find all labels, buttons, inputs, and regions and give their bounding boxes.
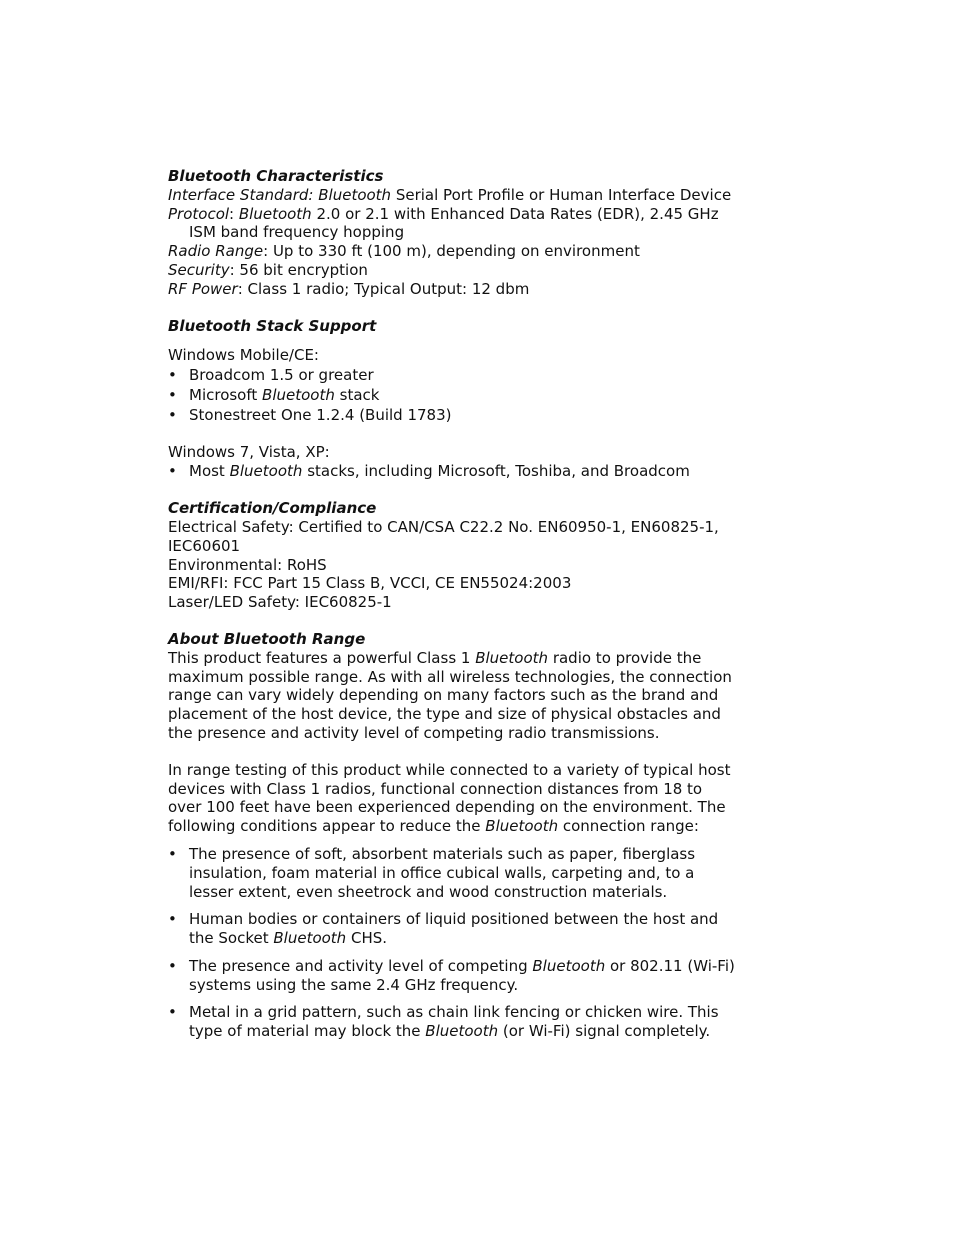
interface-value: Serial Port Profile or Human Interface Device <box>391 185 732 204</box>
paragraph-bt: Bluetooth <box>475 648 549 667</box>
range-conditions-list <box>168 845 738 1041</box>
protocol-bt: Bluetooth <box>238 204 312 223</box>
paragraph-bt: Bluetooth <box>485 817 559 836</box>
list-item <box>168 462 738 481</box>
list-item-text: The presence and activity level of competing <box>189 956 533 975</box>
list-item-text: CHS. <box>346 929 388 948</box>
electrical-safety-line: Electrical Safety: Certified to CAN/CSA C22.2 No. EN60950-1, EN60825-1, IEC60601 <box>168 517 719 555</box>
list-item-text: stack <box>334 385 380 404</box>
interface-label: Interface Standard: Bluetooth <box>168 185 392 204</box>
environmental-line: Environmental: RoHS <box>168 555 327 574</box>
list-item <box>168 386 738 405</box>
windows-desktop-label: Windows 7, Vista, XP: <box>168 442 330 461</box>
list-item-text: The presence of soft, absorbent materials such as paper, fiberglass insulation, foam material in office cubical walls, carpeting and, to a lesser extent, even sheetrock and wood construction materials. <box>189 844 696 901</box>
rf-label: RF Power <box>168 279 238 298</box>
list-item <box>168 845 738 901</box>
list-item <box>168 957 738 995</box>
protocol-line <box>168 205 738 243</box>
range-paragraph-1 <box>168 649 738 743</box>
radio-range-line <box>168 242 738 261</box>
rf-power-line <box>168 280 738 299</box>
list-item-bt: Bluetooth <box>532 956 606 975</box>
list-item-text: Most <box>189 462 230 481</box>
protocol-value: 2.0 or 2.1 with Enhanced Data Rates (EDR), 2.45 GHz ISM band frequency hopping <box>189 204 719 242</box>
protocol-sep: : <box>229 204 239 223</box>
paragraph-text: radio to provide the maximum possible range. As with all wireless technologies, the connection range can vary widely depending on many factors such as the brand and placement of the host device, the type and size of physical obstacles and the presence and activity level of competing radio transmissions. <box>168 648 732 742</box>
list-item-bt: Bluetooth <box>229 462 303 481</box>
mobile-stack-list <box>168 366 738 424</box>
list-item-text: (or Wi-Fi) signal completely. <box>498 1022 711 1041</box>
security-value: : 56 bit encryption <box>229 260 368 279</box>
paragraph-text: In range testing of this product while connected to a variety of typical host devices with Class 1 radios, functional connection distances from 18 to over 100 feet have been experienced depending on the environment. The following conditions appear to reduce the <box>168 760 731 836</box>
list-item <box>168 910 738 948</box>
paragraph-text: connection range: <box>558 817 699 836</box>
list-item <box>168 366 738 385</box>
list-item <box>168 406 738 425</box>
stack-heading: Bluetooth Stack Support <box>168 316 377 335</box>
list-item-text: Stonestreet One 1.2.4 (Build 1783) <box>189 405 452 424</box>
security-line <box>168 261 738 280</box>
radio-label: Radio Range <box>168 242 264 261</box>
list-item-text: Human bodies or containers of liquid positioned between the host and the Socket <box>189 910 719 948</box>
certification-heading: Certification/Compliance <box>168 499 377 518</box>
list-item <box>168 1003 738 1041</box>
range-heading: About Bluetooth Range <box>168 629 366 648</box>
list-item-text: stacks, including Microsoft, Toshiba, and Broadcom <box>302 462 690 481</box>
list-item-text: or 802.11 (Wi-Fi) systems using the same 2.4 GHz frequency. <box>189 956 735 994</box>
security-label: Security <box>168 260 230 279</box>
emi-rfi-line: EMI/RFI: FCC Part 15 Class B, VCCI, CE EN55024:2003 <box>168 574 572 593</box>
windows-mobile-label: Windows Mobile/CE: <box>168 346 319 365</box>
paragraph-text: This product features a powerful Class 1 <box>168 648 476 667</box>
document-page <box>168 167 738 1050</box>
list-item-text: Broadcom 1.5 or greater <box>189 366 374 385</box>
characteristics-heading: Bluetooth Characteristics <box>168 167 384 185</box>
list-item-bt: Bluetooth <box>262 385 335 404</box>
radio-value: : Up to 330 ft (100 m), depending on environment <box>263 242 640 261</box>
list-item-bt: Bluetooth <box>273 929 347 948</box>
interface-standard-line <box>168 186 738 205</box>
list-item-text: Microsoft <box>189 385 263 404</box>
desktop-stack-list <box>168 462 738 481</box>
range-paragraph-2 <box>168 761 738 836</box>
rf-value: : Class 1 radio; Typical Output: 12 dbm <box>237 279 530 298</box>
list-item-text: Metal in a grid pattern, such as chain link fencing or chicken wire. This type of material may block the <box>189 1003 719 1041</box>
laser-safety-line: Laser/LED Safety: IEC60825-1 <box>168 593 392 612</box>
list-item-bt: Bluetooth <box>425 1022 499 1041</box>
protocol-label: Protocol <box>168 204 230 223</box>
